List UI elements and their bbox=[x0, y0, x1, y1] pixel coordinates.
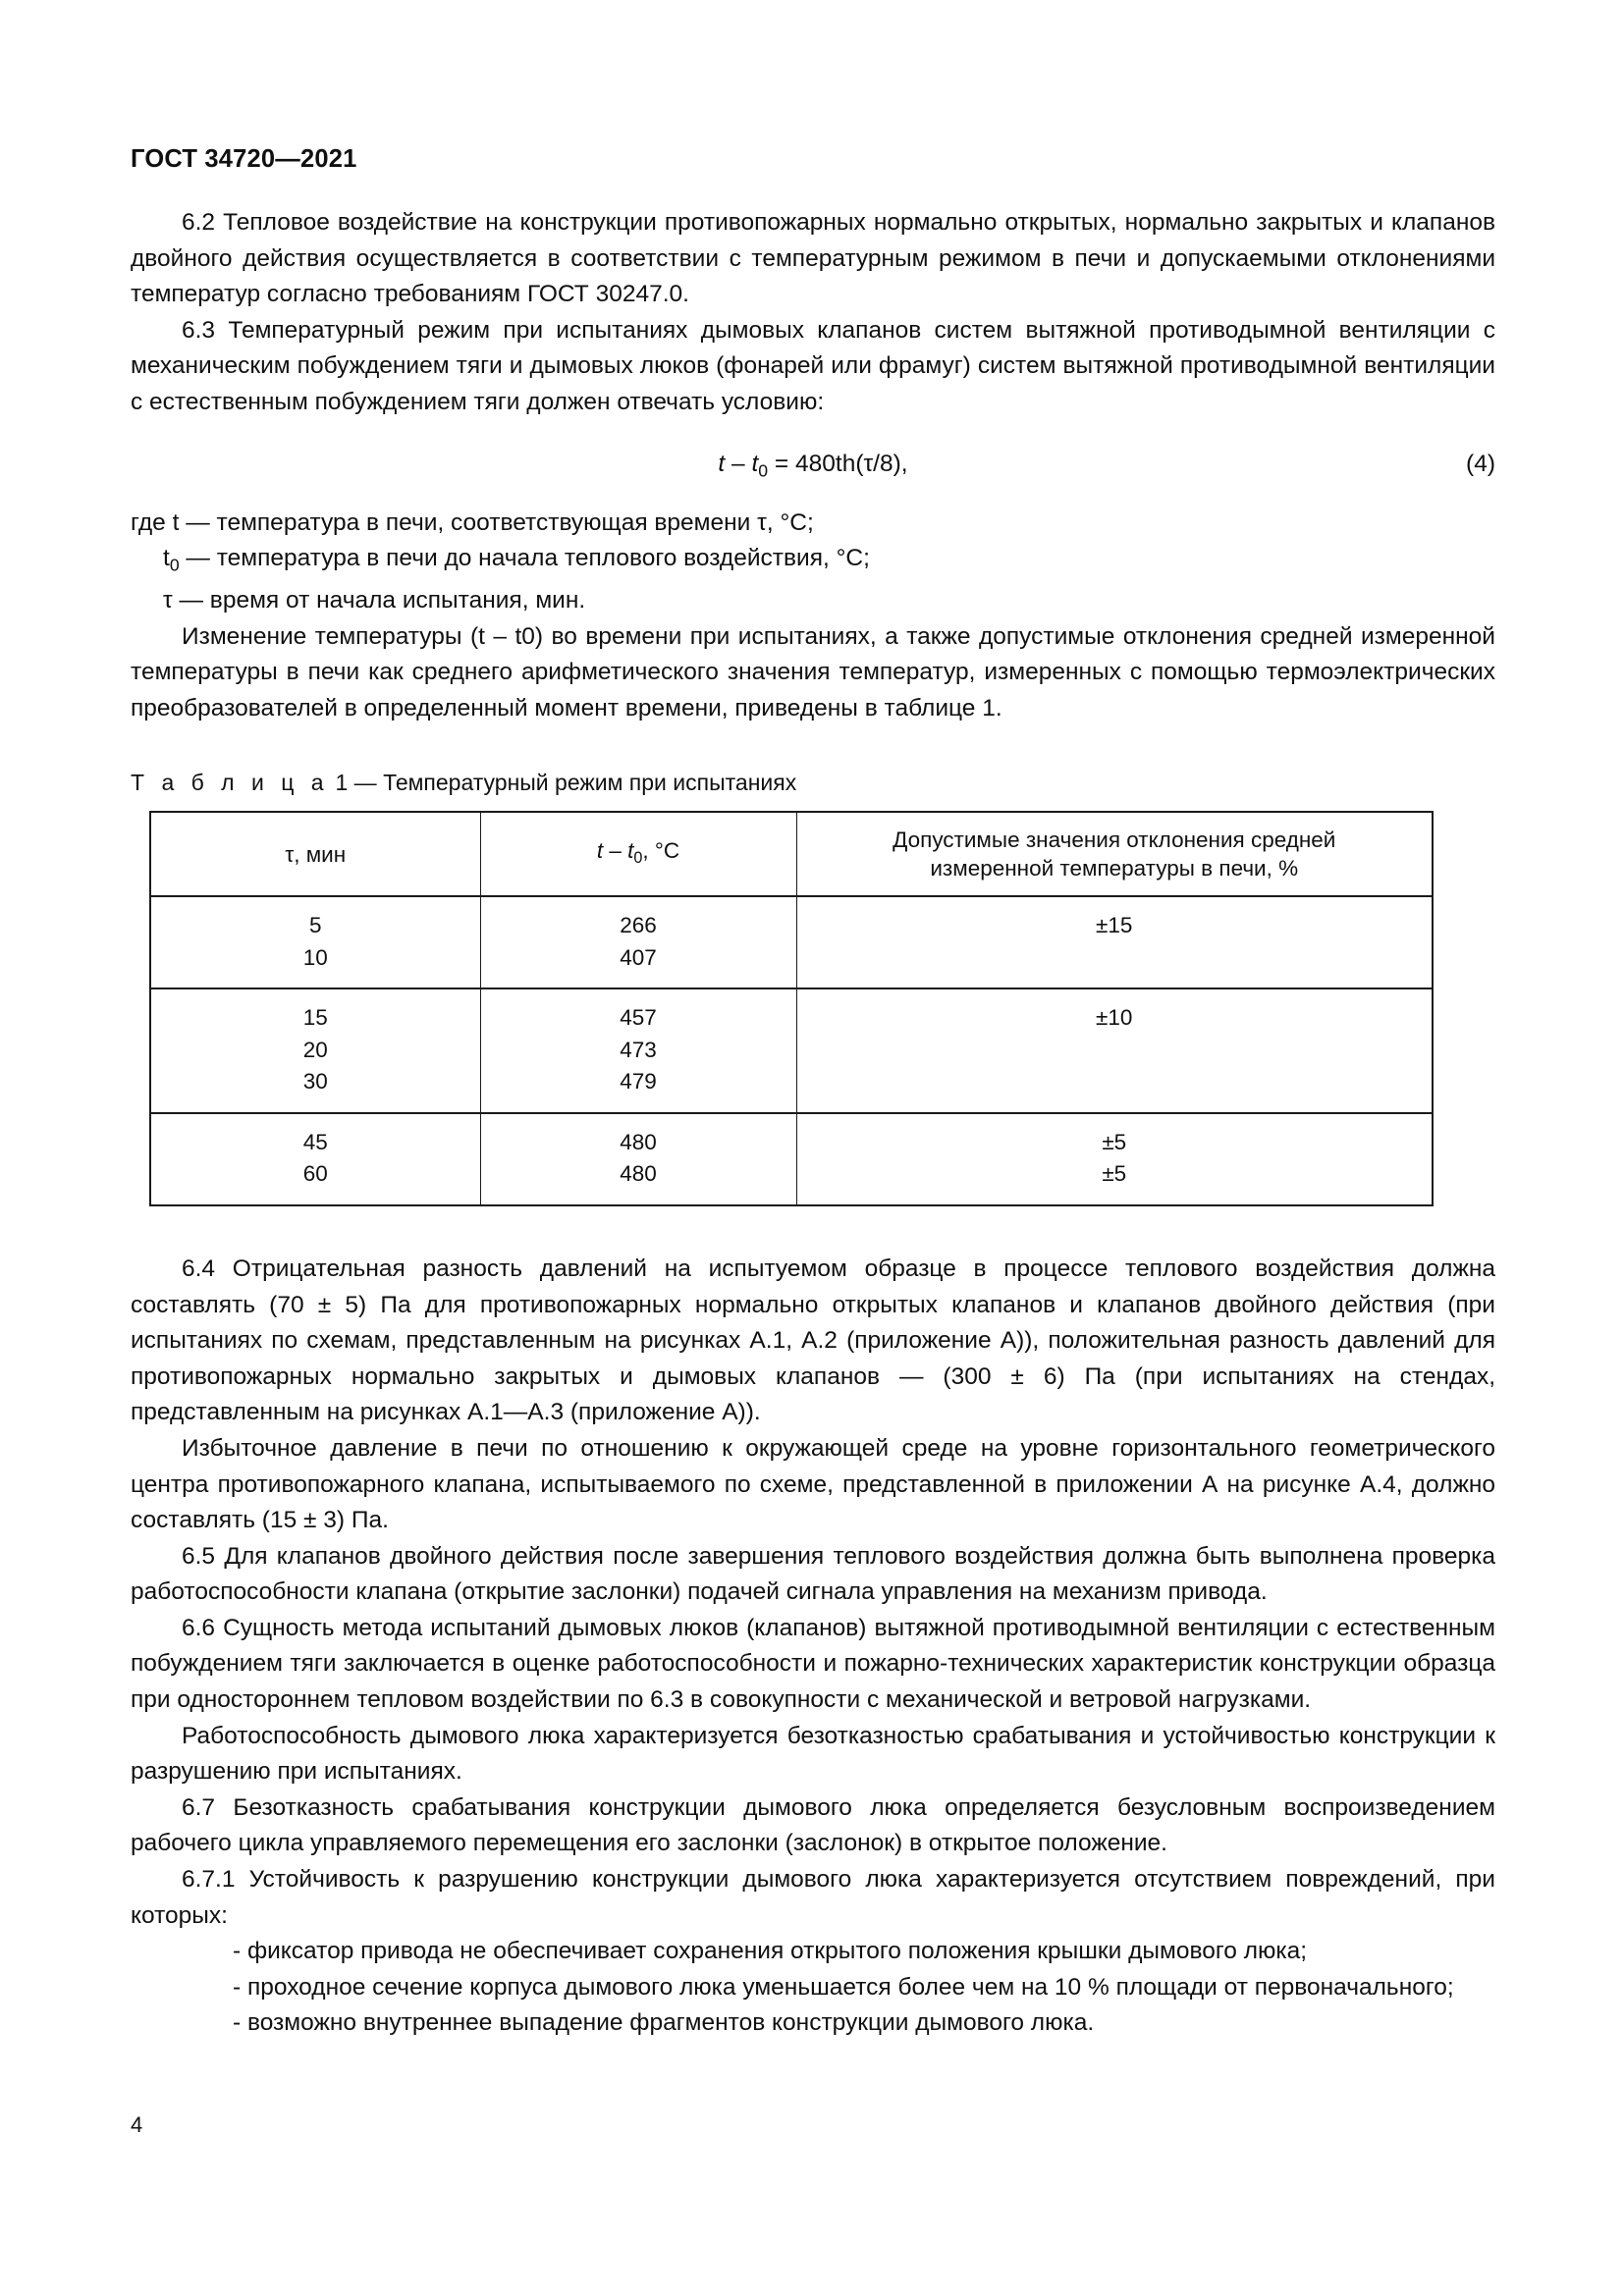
formula-row bbox=[131, 447, 1495, 486]
formula-var-t: t bbox=[718, 450, 726, 477]
formula-minus: – bbox=[725, 450, 752, 477]
table-row bbox=[150, 896, 1433, 988]
cell-value: ±5 bbox=[1102, 1161, 1127, 1187]
cell-value: 5 bbox=[308, 913, 322, 938]
formula-rhs: = 480th(τ/8), bbox=[768, 450, 908, 477]
paragraph-6-7-1: 6.7.1 Устойчивость к разрушению конструкции дымового люка характеризуется отсутствием повреждений, при которых: bbox=[131, 1866, 1495, 1929]
table-caption bbox=[131, 768, 1495, 797]
cell-value: 10 bbox=[302, 944, 328, 970]
paragraph-6-3: 6.3 Температурный режим при испытаниях дымовых клапанов систем вытяжной противодымной вентиляции с механическим побуждением тяги и дымовых люков (фонарей или фрамуг) систем вытяжной противодымной вентиляции с естественным побуждением тяги должен отвечать условию: bbox=[131, 316, 1495, 416]
table-caption-number: 1 bbox=[335, 770, 349, 796]
cell-value: 479 bbox=[620, 1069, 657, 1095]
table-header-deviation bbox=[796, 812, 1433, 896]
where-text-tau: — время от начала испытания, мин. bbox=[172, 587, 586, 614]
th-unit: , °C bbox=[642, 838, 680, 864]
paragraph-6-4: 6.4 Отрицательная разность давлений на испытуемом образце в процессе теплового воздействия должна составлять (70 ± 5) Па для противопожарных нормально открытых клапанов и клапанов двойного действия (при испытаниях по схемам, представленным на рисунках А.1, А.2 (приложение А)), положительная разность давлений для противопожарных нормально закрытых и дымовых клапанов — (300 ± 6) Па (при испытаниях на стендах, представленным на рисунках А.1—А.3 (приложение А)). bbox=[131, 1255, 1495, 1426]
th-var-t0-sub: 0 bbox=[633, 848, 643, 867]
cell-value: 480 bbox=[620, 1161, 657, 1187]
table-header-delta-t bbox=[480, 812, 796, 896]
paragraph-6-5: 6.5 Для клапанов двойного действия после завершения теплового воздействия должна быть выполнена проверка работоспособности клапана (открытие заслонки) подачей сигнала управления на механизм привода. bbox=[131, 1542, 1495, 1606]
where-item-tau bbox=[131, 583, 1495, 619]
table-caption-title: Температурный режим при испытаниях bbox=[383, 770, 797, 796]
where-symbol-t0-sub: 0 bbox=[169, 555, 180, 575]
table-caption-label: Т а б л и ц а bbox=[131, 770, 330, 796]
where-text-t0: — температура в печи до начала теплового воздействия, °C; bbox=[179, 545, 870, 572]
where-list bbox=[131, 506, 1495, 619]
cell-value: 45 bbox=[302, 1129, 328, 1154]
dash-list-item-2: - проходное сечение корпуса дымового люка уменьшается более чем на 10 % площади от первоначального; bbox=[233, 1973, 1454, 2001]
where-item-t0 bbox=[131, 541, 1495, 583]
table-row bbox=[150, 1113, 1433, 1205]
table-body bbox=[150, 896, 1433, 1205]
cell-value: ±5 bbox=[1102, 1129, 1127, 1154]
dash-list-item-1: - фиксатор привода не обеспечивает сохранения открытого положения крышки дымового люка; bbox=[233, 1938, 1308, 1965]
document-header: ГОСТ 34720—2021 bbox=[131, 145, 357, 173]
paragraph-6-2: 6.2 Тепловое воздействие на конструкции противопожарных нормально открытых, нормально закрытых и клапанов двойного действия осуществляется в соответствии с температурным режимом в печи и допускаемыми отклонениями температур согласно требованиям ГОСТ 30247.0. bbox=[131, 209, 1495, 308]
paragraph-6-6: 6.6 Сущность метода испытаний дымовых люков (клапанов) вытяжной противодымной вентиляции с естественным побуждением тяги заключается в оценке работоспособности и пожарно-технических характеристик конструкции образца при одностороннем тепловом воздействии по 6.3 в совокупности с механической и ветровой нагрузками. bbox=[131, 1614, 1495, 1714]
where-symbol-t: t bbox=[172, 508, 180, 536]
cell-value: 30 bbox=[302, 1069, 328, 1095]
table-header-deviation-line1: Допустимые значения отклонения средней bbox=[893, 828, 1336, 853]
cell-deviation bbox=[796, 988, 1433, 1113]
table-row bbox=[150, 988, 1433, 1113]
cell-deviation bbox=[796, 1113, 1433, 1205]
cell-value: ±15 bbox=[1096, 913, 1133, 938]
cell-tau bbox=[150, 896, 480, 988]
where-item-t bbox=[131, 506, 1495, 542]
cell-value: 20 bbox=[302, 1037, 328, 1062]
formula-4 bbox=[131, 447, 1495, 488]
cell-value: 407 bbox=[620, 944, 657, 970]
paragraph-temperature-change: Изменение температуры (t – t0) во времени при испытаниях, а также допустимые отклонения средней измеренной температуры в печи как среднего арифметического значения температур, измеренных с помощью термоэлектрических преобразователей в определенный момент времени, приведены в таблице 1. bbox=[131, 622, 1495, 721]
cell-delta-t bbox=[480, 1113, 796, 1205]
where-intro: где bbox=[131, 508, 173, 536]
table-header-row bbox=[150, 812, 1433, 896]
th-minus: – bbox=[603, 838, 628, 864]
formula-var-t0: t bbox=[751, 450, 759, 477]
paragraph-operability: Работоспособность дымового люка характеризуется безотказностью срабатывания и устойчивостью конструкции к разрушению при испытаниях. bbox=[131, 1722, 1495, 1786]
cell-tau bbox=[150, 988, 480, 1113]
table-caption-dash: — bbox=[348, 770, 384, 796]
where-symbol-tau: τ bbox=[163, 587, 173, 614]
cell-value: 266 bbox=[620, 913, 657, 938]
where-symbol-t0: t bbox=[163, 545, 170, 572]
cell-delta-t bbox=[480, 988, 796, 1113]
table-head bbox=[150, 812, 1433, 896]
cell-value: 457 bbox=[620, 1005, 657, 1031]
paragraph-excess-pressure: Избыточное давление в печи по отношению к окружающей среде на уровне горизонтального геометрического центра противопожарного клапана, испытываемого по схеме, представленной в приложении А на рисунке А.4, должно составлять (15 ± 3) Па. bbox=[131, 1434, 1495, 1534]
table-header-deviation-line2: измеренной температуры в печи, % bbox=[930, 856, 1299, 881]
formula-number: (4) bbox=[1466, 450, 1495, 477]
cell-delta-t bbox=[480, 896, 796, 988]
cell-value: 15 bbox=[302, 1005, 328, 1031]
cell-value: ±10 bbox=[1096, 1005, 1133, 1031]
table-header-tau: τ, мин bbox=[150, 812, 480, 896]
th-var-t: t bbox=[596, 838, 604, 864]
body-text-block bbox=[131, 205, 1495, 2042]
cell-value: 473 bbox=[620, 1037, 657, 1062]
cell-value: 60 bbox=[302, 1161, 328, 1187]
paragraph-6-7: 6.7 Безотказность срабатывания конструкции дымового люка определяется безусловным воспроизведением рабочего цикла управляемого перемещения его заслонки (заслонок) в открытое положение. bbox=[131, 1793, 1495, 1857]
th-var-t2: t bbox=[627, 838, 634, 864]
page-number: 4 bbox=[131, 2112, 143, 2137]
where-text-t: — температура в печи, соответствующая времени τ, °C; bbox=[179, 508, 814, 536]
dash-list-item-3: - возможно внутреннее выпадение фрагментов конструкции дымового люка. bbox=[233, 2009, 1095, 2037]
cell-tau bbox=[150, 1113, 480, 1205]
cell-value: 480 bbox=[620, 1129, 657, 1154]
page-content bbox=[131, 0, 1495, 2042]
cell-deviation bbox=[796, 896, 1433, 988]
formula-var-t0-sub: 0 bbox=[758, 459, 769, 480]
temperature-regime-table bbox=[149, 811, 1434, 1206]
